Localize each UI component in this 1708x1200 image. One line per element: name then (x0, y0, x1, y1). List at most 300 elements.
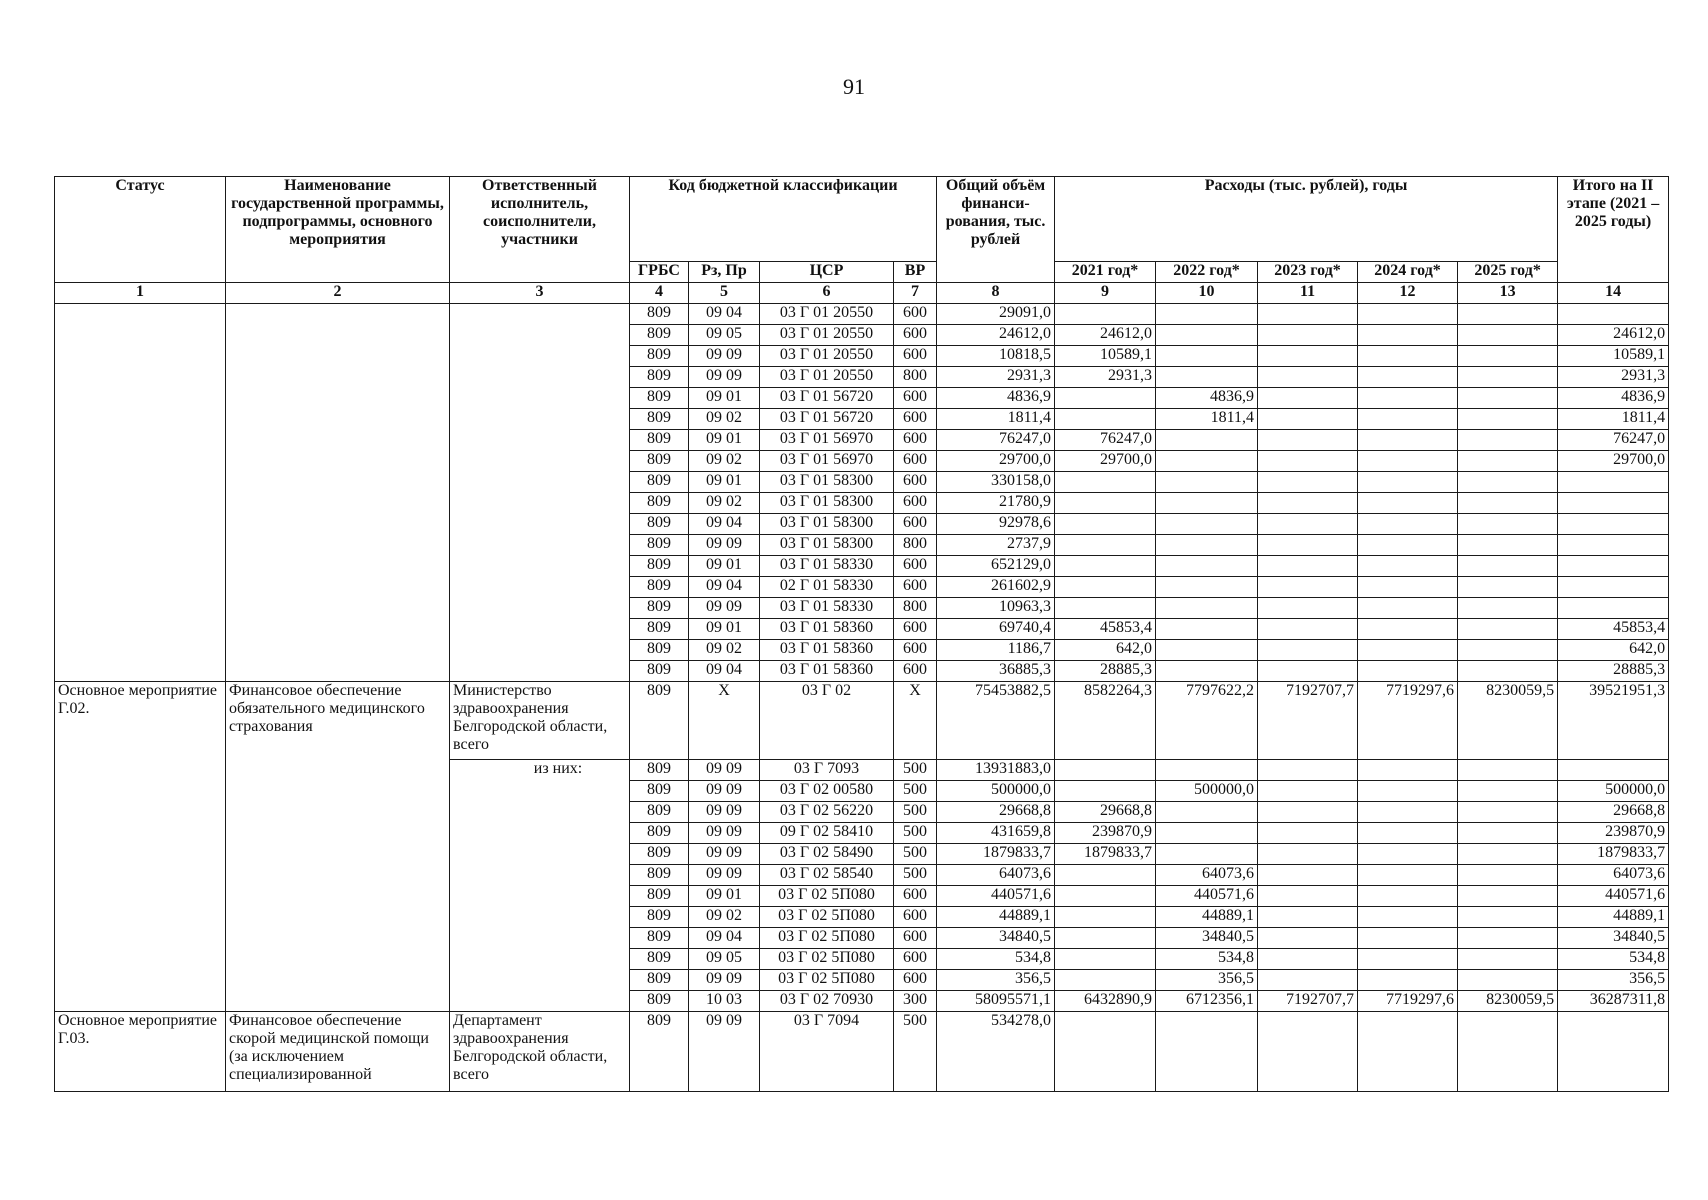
table-cell (1258, 802, 1358, 823)
table-cell: 7797622,2 (1156, 682, 1258, 760)
table-cell: 809 (630, 325, 689, 346)
table-cell: 03 Г 01 58300 (760, 472, 894, 493)
table-cell: 76247,0 (1558, 430, 1669, 451)
table-cell: 809 (630, 514, 689, 535)
table-cell: 13931883,0 (937, 760, 1055, 781)
table-cell: 809 (630, 472, 689, 493)
header-stage-total: Итого на II этапе (2021 – 2025 годы) (1558, 177, 1669, 283)
table-cell (1055, 865, 1156, 886)
table-cell: 09 09 (689, 760, 760, 781)
header-vr: ВР (894, 262, 937, 283)
table-cell (1358, 493, 1458, 514)
table-cell: 09 04 (689, 304, 760, 325)
table-cell (1358, 535, 1458, 556)
table-cell: 809 (630, 760, 689, 781)
header-2024: 2024 год* (1358, 262, 1458, 283)
table-cell (1458, 325, 1558, 346)
table-cell: 809 (630, 451, 689, 472)
table-cell (1458, 844, 1558, 865)
table-cell: 09 09 (689, 802, 760, 823)
table-cell: 534,8 (1558, 949, 1669, 970)
table-cell: 09 04 (689, 514, 760, 535)
table-cell (1558, 556, 1669, 577)
table-cell: 7192707,7 (1258, 682, 1358, 760)
table-cell: 09 02 (689, 640, 760, 661)
table-cell: 03 Г 02 5П080 (760, 886, 894, 907)
table-cell: 600 (894, 304, 937, 325)
table-cell: 809 (630, 304, 689, 325)
table-cell (1458, 304, 1558, 325)
table-cell: 03 Г 01 58360 (760, 619, 894, 640)
table-cell: 03 Г 02 00580 (760, 781, 894, 802)
table-cell: 29700,0 (1558, 451, 1669, 472)
table-cell: 09 01 (689, 472, 760, 493)
table-cell: 09 09 (689, 823, 760, 844)
table-cell: 600 (894, 970, 937, 991)
table-cell (1055, 928, 1156, 949)
name-cell-empty (226, 304, 450, 682)
table-cell: 500 (894, 760, 937, 781)
table-cell (1055, 304, 1156, 325)
table-cell: 4836,9 (1558, 388, 1669, 409)
table-cell: 600 (894, 928, 937, 949)
header-csr: ЦСР (760, 262, 894, 283)
table-row (55, 304, 1669, 325)
table-cell: 09 04 (689, 928, 760, 949)
table-cell (1258, 760, 1358, 781)
table-cell: 1186,7 (937, 640, 1055, 661)
header-responsible: Ответственный исполнитель, соисполнители, участники (450, 177, 630, 283)
table-cell: 44889,1 (1156, 907, 1258, 928)
table-cell: 92978,6 (937, 514, 1055, 535)
of-which-label: из них: (450, 760, 630, 1012)
table-cell (1358, 325, 1458, 346)
table-cell (1156, 802, 1258, 823)
table-cell (1055, 493, 1156, 514)
table-cell (1055, 949, 1156, 970)
table-cell: 03 Г 01 20550 (760, 304, 894, 325)
table-cell: 300 (894, 991, 937, 1012)
table-cell (1156, 430, 1258, 451)
table-cell (1358, 640, 1458, 661)
table-cell (1558, 472, 1669, 493)
table-cell: 03 Г 02 70930 (760, 991, 894, 1012)
table-cell: 7719297,6 (1358, 991, 1458, 1012)
header-status: Статус (55, 177, 226, 283)
table-cell (1358, 598, 1458, 619)
table-cell (1458, 781, 1558, 802)
table-cell (1358, 430, 1458, 451)
table-cell: 356,5 (1558, 970, 1669, 991)
table-cell: 09 05 (689, 325, 760, 346)
table-cell: 800 (894, 367, 937, 388)
table-cell: 09 04 (689, 577, 760, 598)
table-cell: 03 Г 01 56720 (760, 409, 894, 430)
table-cell: 09 05 (689, 949, 760, 970)
table-cell (1156, 640, 1258, 661)
table-cell: 03 Г 01 56970 (760, 430, 894, 451)
table-cell: 09 09 (689, 346, 760, 367)
table-cell: 09 01 (689, 619, 760, 640)
column-number: 6 (760, 283, 894, 304)
table-cell: 500 (894, 802, 937, 823)
table-cell: 534,8 (1156, 949, 1258, 970)
table-cell: 24612,0 (1558, 325, 1669, 346)
table-cell: 600 (894, 451, 937, 472)
table-cell: 21780,9 (937, 493, 1055, 514)
table-cell: 76247,0 (1055, 430, 1156, 451)
table-cell (1458, 619, 1558, 640)
table-cell: 8230059,5 (1458, 682, 1558, 760)
table-cell: Х (689, 682, 760, 760)
table-cell: 75453882,5 (937, 682, 1055, 760)
table-cell (1156, 760, 1258, 781)
table-cell: 600 (894, 472, 937, 493)
table-cell (1156, 823, 1258, 844)
header-2025: 2025 год* (1458, 262, 1558, 283)
table-cell (1055, 907, 1156, 928)
table-cell: 03 Г 02 (760, 682, 894, 760)
table-cell: 4836,9 (937, 388, 1055, 409)
table-row (55, 682, 1669, 760)
table-cell: 809 (630, 430, 689, 451)
header-grbs: ГРБС (630, 262, 689, 283)
table-cell: 24612,0 (1055, 325, 1156, 346)
table-cell (1458, 430, 1558, 451)
table-cell: 8582264,3 (1055, 682, 1156, 760)
table-cell (1258, 949, 1358, 970)
table-cell (1458, 1012, 1558, 1092)
table-cell: 02 Г 01 58330 (760, 577, 894, 598)
table-cell: 03 Г 01 20550 (760, 325, 894, 346)
table-cell: 29668,8 (937, 802, 1055, 823)
table-cell (1458, 970, 1558, 991)
table-cell (1358, 346, 1458, 367)
table-cell: 500 (894, 781, 937, 802)
table-cell (1558, 535, 1669, 556)
table-cell: 652129,0 (937, 556, 1055, 577)
column-number: 5 (689, 283, 760, 304)
table-cell: 600 (894, 430, 937, 451)
table-cell (1156, 514, 1258, 535)
table-cell (1055, 1012, 1156, 1092)
table-cell: 809 (630, 577, 689, 598)
table-cell (1258, 409, 1358, 430)
table-cell (1458, 661, 1558, 682)
activity-responsible: Департамент здравоохранения Белгородской области, всего (450, 1012, 630, 1092)
page-number: 91 (843, 74, 865, 99)
table-cell: 03 Г 01 58300 (760, 535, 894, 556)
table-cell: 29668,8 (1558, 802, 1669, 823)
table-cell (1258, 640, 1358, 661)
table-cell: 809 (630, 823, 689, 844)
table-cell (1458, 346, 1558, 367)
activity-responsible: Министерство здравоохранения Белгородской области, всего (450, 682, 630, 760)
table-cell: 809 (630, 802, 689, 823)
table-cell: 6432890,9 (1055, 991, 1156, 1012)
table-cell: 642,0 (1055, 640, 1156, 661)
table-cell: 356,5 (937, 970, 1055, 991)
table-cell (1558, 577, 1669, 598)
table-cell: 34840,5 (1558, 928, 1669, 949)
table-cell (1258, 472, 1358, 493)
activity-name: Финансовое обеспечение обязательного медицинского страхования (226, 682, 450, 1012)
table-cell (1558, 760, 1669, 781)
budget-table (54, 176, 1669, 1092)
table-cell: 09 09 (689, 1012, 760, 1092)
table-cell: 09 09 (689, 970, 760, 991)
table-cell: 64073,6 (1558, 865, 1669, 886)
column-number: 4 (630, 283, 689, 304)
table-cell (1258, 1012, 1358, 1092)
table-cell: 03 Г 02 5П080 (760, 970, 894, 991)
table-cell: 440571,6 (1156, 886, 1258, 907)
table-cell: 03 Г 01 56720 (760, 388, 894, 409)
table-cell: 09 09 (689, 865, 760, 886)
table-cell: 69740,4 (937, 619, 1055, 640)
table-cell (1055, 781, 1156, 802)
table-cell: 500 (894, 823, 937, 844)
table-cell (1156, 598, 1258, 619)
table-cell (1258, 844, 1358, 865)
table-cell: 36885,3 (937, 661, 1055, 682)
table-cell: 34840,5 (937, 928, 1055, 949)
table-cell (1258, 970, 1358, 991)
table-cell: 6712356,1 (1156, 991, 1258, 1012)
table-cell: 09 09 (689, 781, 760, 802)
table-cell (1055, 598, 1156, 619)
table-cell: 440571,6 (937, 886, 1055, 907)
table-cell: 2737,9 (937, 535, 1055, 556)
table-cell: 09 01 (689, 430, 760, 451)
table-cell: 431659,8 (937, 823, 1055, 844)
table-cell: 03 Г 02 5П080 (760, 949, 894, 970)
table-cell (1258, 430, 1358, 451)
table-cell: 2931,3 (1558, 367, 1669, 388)
table-cell (1458, 493, 1558, 514)
table-cell (1156, 346, 1258, 367)
column-number-row (55, 283, 1669, 304)
table-cell: 09 09 (689, 598, 760, 619)
table-cell: 2931,3 (1055, 367, 1156, 388)
table-cell: 29091,0 (937, 304, 1055, 325)
table-cell (1358, 886, 1458, 907)
table-cell: 09 Г 02 58410 (760, 823, 894, 844)
table-cell (1258, 325, 1358, 346)
status-cell-empty (55, 304, 226, 682)
table-cell: 809 (630, 640, 689, 661)
table-cell: 356,5 (1156, 970, 1258, 991)
table-cell: 809 (630, 535, 689, 556)
header-rz-pr: Рз, Пр (689, 262, 760, 283)
table-cell (1258, 346, 1358, 367)
table-cell: 8230059,5 (1458, 991, 1558, 1012)
table-cell (1358, 472, 1458, 493)
column-number: 1 (55, 283, 226, 304)
column-number: 11 (1258, 283, 1358, 304)
table-cell: 2931,3 (937, 367, 1055, 388)
table-cell: 10963,3 (937, 598, 1055, 619)
table-cell: 45853,4 (1055, 619, 1156, 640)
table-cell: 64073,6 (937, 865, 1055, 886)
table-cell: 330158,0 (937, 472, 1055, 493)
table-cell (1458, 514, 1558, 535)
table-cell: 29700,0 (937, 451, 1055, 472)
table-cell: 600 (894, 409, 937, 430)
table-cell: 809 (630, 886, 689, 907)
table-cell: 03 Г 02 58490 (760, 844, 894, 865)
table-cell: 03 Г 7093 (760, 760, 894, 781)
table-cell: 800 (894, 598, 937, 619)
header-2021: 2021 год* (1055, 262, 1156, 283)
table-cell (1258, 514, 1358, 535)
table-cell: 600 (894, 949, 937, 970)
table-cell (1258, 388, 1358, 409)
table-cell: 03 Г 01 58300 (760, 514, 894, 535)
table-cell: 29700,0 (1055, 451, 1156, 472)
table-cell: 09 01 (689, 886, 760, 907)
table-cell (1358, 304, 1458, 325)
table-cell (1358, 781, 1458, 802)
table-cell (1358, 1012, 1458, 1092)
table-cell: 1879833,7 (1055, 844, 1156, 865)
table-cell: 600 (894, 346, 937, 367)
table-cell (1055, 556, 1156, 577)
table-cell: 03 Г 01 58360 (760, 640, 894, 661)
table-cell: 809 (630, 949, 689, 970)
table-cell: 500 (894, 865, 937, 886)
table-cell: 600 (894, 514, 937, 535)
table-cell: 809 (630, 598, 689, 619)
table-cell: 600 (894, 619, 937, 640)
table-cell: 03 Г 01 58360 (760, 661, 894, 682)
table-cell (1156, 661, 1258, 682)
table-cell: 39521951,3 (1558, 682, 1669, 760)
table-cell: 09 01 (689, 556, 760, 577)
table-cell (1358, 802, 1458, 823)
table-cell (1258, 367, 1358, 388)
table-cell (1156, 451, 1258, 472)
header-total: Общий объём финанси-рования, тыс. рублей (937, 177, 1055, 283)
activity-status: Основное мероприятие Г.03. (55, 1012, 226, 1092)
table-cell: 29668,8 (1055, 802, 1156, 823)
header-name: Наименование государственной программы, подпрограммы, основного мероприятия (226, 177, 450, 283)
column-number: 9 (1055, 283, 1156, 304)
table-cell: 09 04 (689, 661, 760, 682)
table-cell: 440571,6 (1558, 886, 1669, 907)
table-cell (1358, 409, 1458, 430)
table-cell: 642,0 (1558, 640, 1669, 661)
table-cell (1055, 970, 1156, 991)
table-cell (1156, 472, 1258, 493)
table-cell (1358, 661, 1458, 682)
table-cell (1258, 304, 1358, 325)
table-cell (1156, 304, 1258, 325)
table-cell: 03 Г 02 5П080 (760, 907, 894, 928)
table-cell: 64073,6 (1156, 865, 1258, 886)
table-cell (1558, 514, 1669, 535)
table-cell (1458, 949, 1558, 970)
table-cell (1458, 409, 1558, 430)
table-cell: 600 (894, 640, 937, 661)
table-cell: 261602,9 (937, 577, 1055, 598)
table-cell (1358, 451, 1458, 472)
table-cell: 239870,9 (1055, 823, 1156, 844)
table-cell (1558, 493, 1669, 514)
table-cell (1558, 304, 1669, 325)
table-cell (1458, 928, 1558, 949)
table-cell (1055, 535, 1156, 556)
table-cell (1156, 577, 1258, 598)
table-cell: 600 (894, 325, 937, 346)
table-cell: 03 Г 01 58330 (760, 598, 894, 619)
table-cell: 809 (630, 1012, 689, 1092)
table-cell (1358, 865, 1458, 886)
table-cell: 809 (630, 865, 689, 886)
table-cell (1258, 661, 1358, 682)
table-cell: 58095571,1 (937, 991, 1055, 1012)
table-cell (1156, 556, 1258, 577)
header-2022: 2022 год* (1156, 262, 1258, 283)
table-cell: 600 (894, 577, 937, 598)
table-cell (1458, 535, 1558, 556)
table-cell: 7719297,6 (1358, 682, 1458, 760)
table-cell (1458, 865, 1558, 886)
table-cell (1055, 472, 1156, 493)
table-cell (1258, 556, 1358, 577)
column-number: 13 (1458, 283, 1558, 304)
table-cell (1258, 598, 1358, 619)
table-cell (1358, 388, 1458, 409)
table-cell (1358, 823, 1458, 844)
table-cell (1558, 598, 1669, 619)
table-cell: 09 09 (689, 844, 760, 865)
table-cell (1358, 556, 1458, 577)
table-cell (1258, 907, 1358, 928)
table-cell: 44889,1 (1558, 907, 1669, 928)
table-cell (1458, 802, 1558, 823)
table-cell: 809 (630, 556, 689, 577)
column-number: 3 (450, 283, 630, 304)
table-cell: 03 Г 7094 (760, 1012, 894, 1092)
table-cell (1358, 619, 1458, 640)
table-cell: 03 Г 01 20550 (760, 346, 894, 367)
table-cell (1258, 577, 1358, 598)
table-cell (1458, 556, 1558, 577)
table-cell: 28885,3 (1055, 661, 1156, 682)
table-cell (1458, 451, 1558, 472)
table-cell: 1879833,7 (1558, 844, 1669, 865)
table-cell (1055, 760, 1156, 781)
table-cell (1358, 907, 1458, 928)
table-cell (1258, 823, 1358, 844)
table-cell (1458, 388, 1558, 409)
table-cell: Х (894, 682, 937, 760)
table-cell: 09 09 (689, 367, 760, 388)
column-number: 8 (937, 283, 1055, 304)
table-cell (1156, 619, 1258, 640)
table-row (55, 1012, 1669, 1092)
table-cell (1156, 844, 1258, 865)
table-cell (1358, 844, 1458, 865)
table-cell: 1811,4 (1156, 409, 1258, 430)
table-cell: 809 (630, 928, 689, 949)
table-cell (1055, 514, 1156, 535)
table-cell (1458, 823, 1558, 844)
header-2023: 2023 год* (1258, 262, 1358, 283)
table-cell: 800 (894, 535, 937, 556)
table-cell (1558, 1012, 1669, 1092)
